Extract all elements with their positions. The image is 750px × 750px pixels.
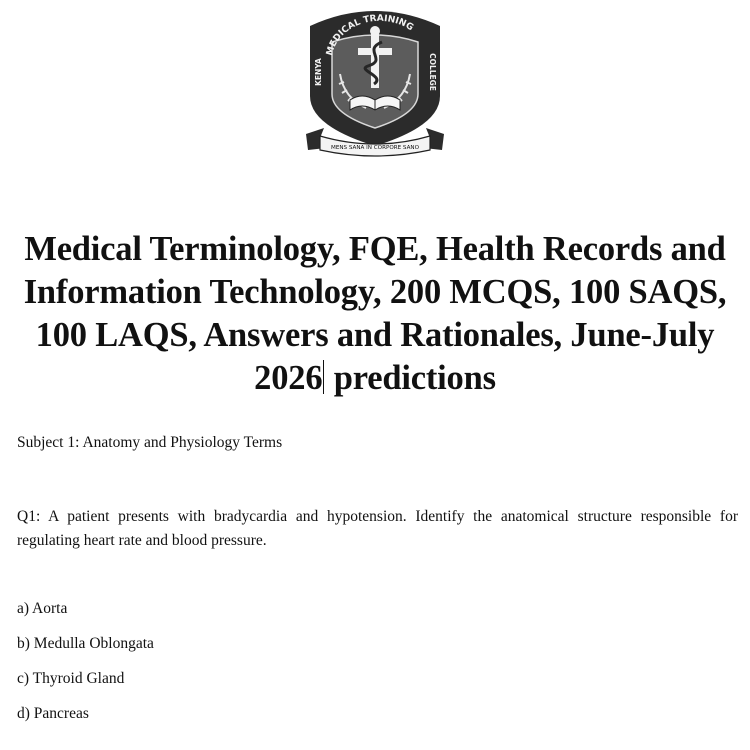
logo-left-text: KENYA: [314, 58, 323, 86]
college-crest-icon: [300, 4, 450, 162]
logo-arc-text: MEDICAL TRAINING: [324, 13, 415, 57]
logo-right-text: COLLEGE: [428, 53, 437, 91]
question-text: Q1: A patient presents with bradycardia and hypotension. Identify the anatomical structure responsible for regulating heart rate and blood pressure.: [17, 508, 738, 549]
logo-motto: MENS SANA IN CORPORE SANO: [331, 145, 419, 151]
college-logo: [300, 4, 450, 162]
answer-options: [17, 598, 154, 738]
subject-heading: Subject 1: Anatomy and Physiology Terms: [17, 434, 283, 451]
option-a: a) Aorta: [17, 600, 68, 617]
option-d: d) Pancreas: [17, 705, 89, 722]
option-b: b) Medulla Oblongata: [17, 635, 154, 652]
option-c: c) Thyroid Gland: [17, 670, 125, 687]
title-text: Medical Terminology, FQE, Health Records and Information Technology, 200 MCQS, 100 SAQS, 100 LAQS, Answers and Rationales, June-July 2026: [23, 230, 727, 397]
document-title: [0, 228, 750, 400]
title-text-end: predictions: [325, 359, 496, 397]
